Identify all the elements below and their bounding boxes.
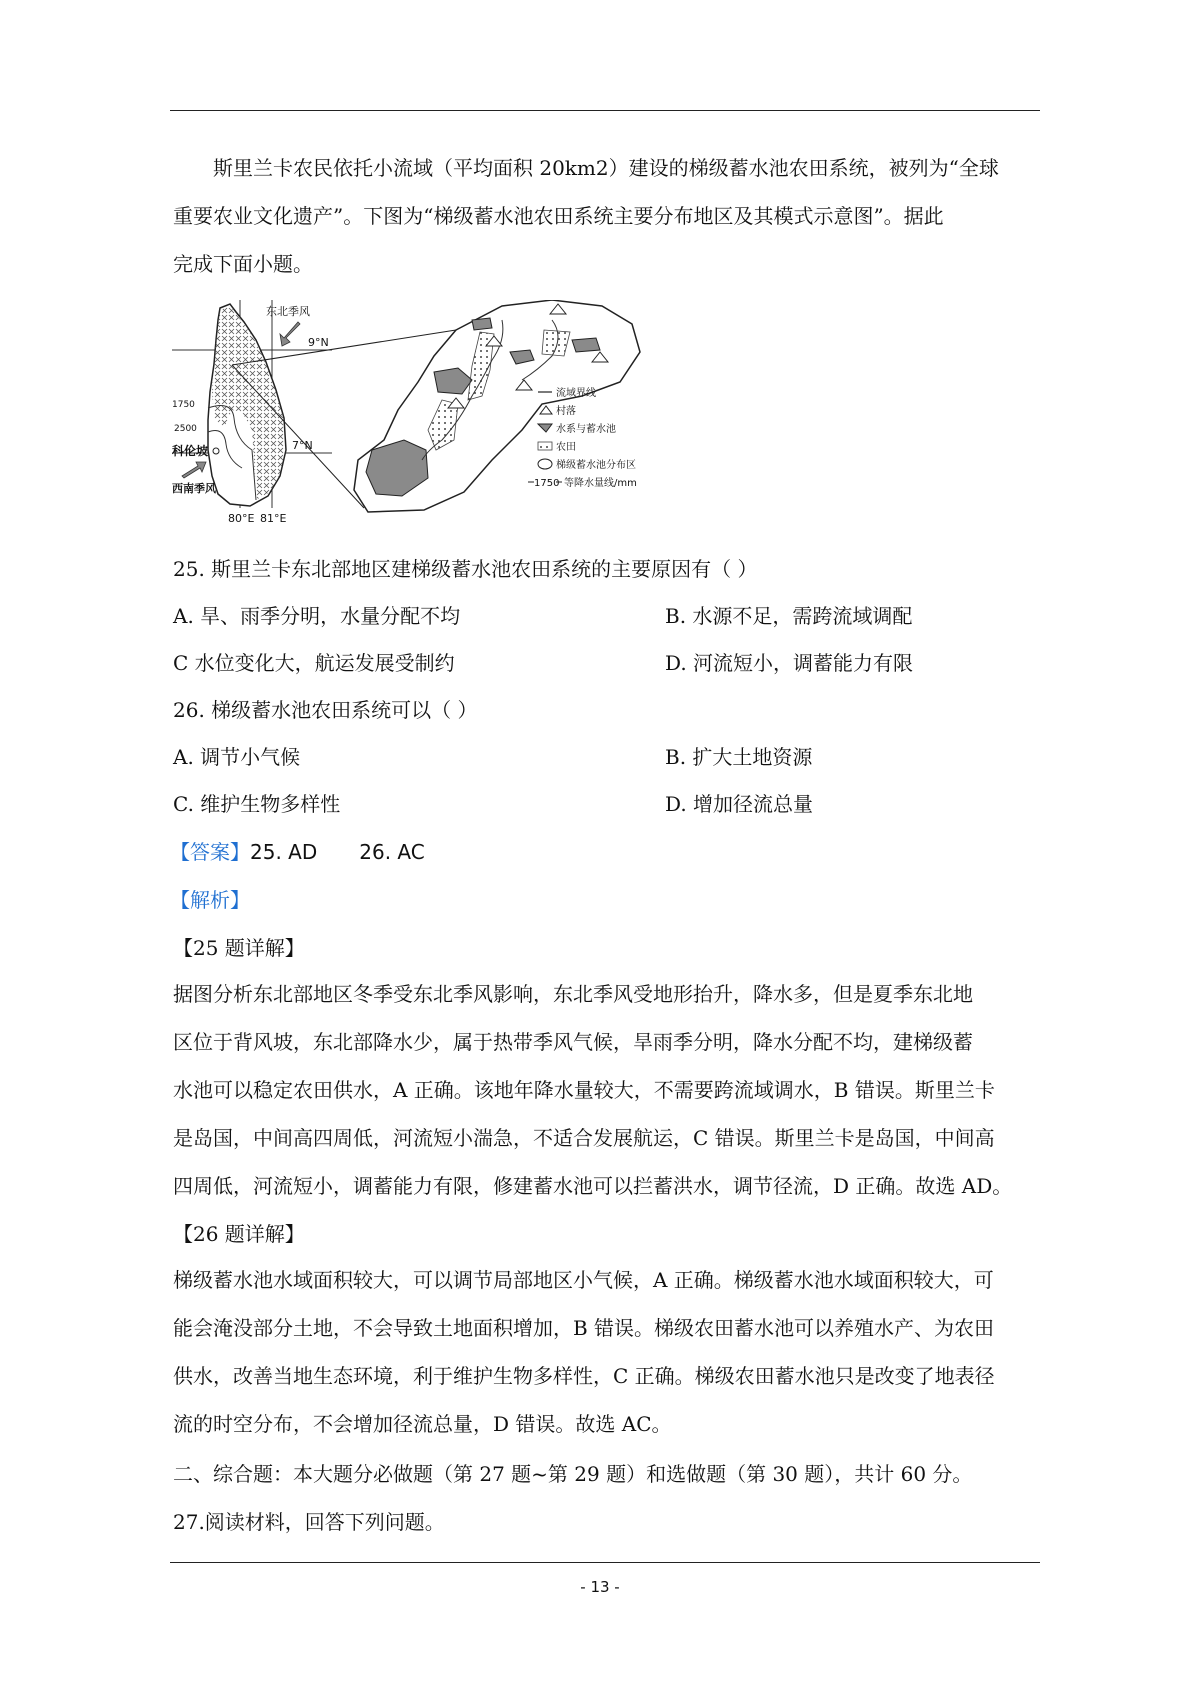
section2-heading: 二、综合题：本大题分必做题（第 27 题~第 29 题）和选做题（第 30 题），共计 60 分。 (173, 1462, 973, 1486)
colombo-label: 科伦坡 (172, 444, 209, 458)
detail25-body (173, 970, 1038, 1210)
reservoir-small (472, 318, 492, 330)
legend-label: 农田 (556, 442, 576, 453)
legend-label: 流域界线 (556, 388, 596, 399)
q25-option-b: B. 水源不足，需跨流域调配 (665, 604, 913, 628)
intro-line: 重要农业文化遗产”。下图为“梯级蓄水池农田系统主要分布地区及其模式示意图”。据此 (173, 204, 944, 228)
lon-81-label: 81°E (260, 512, 287, 525)
isohyet-2500-label: 2500 (174, 424, 197, 434)
detail25-line: 四周低，河流短小，调蓄能力有限，修建蓄水池可以拦蓄洪水，调节径流，D 正确。故选 AD。 (173, 1174, 1013, 1198)
isohyet-1750-label: 1750 (172, 400, 195, 410)
lat-7-label: 7°N (292, 439, 313, 452)
reservoir-icon (538, 424, 552, 432)
reservoir-system-figure (172, 300, 712, 540)
legend-prefix: 1750 (534, 478, 560, 489)
detail26-line: 能会淹没部分土地，不会导致土地面积增加，B 错误。梯级农田蓄水池可以养殖水产、为农田 (173, 1316, 995, 1340)
header-rule (170, 110, 1040, 111)
lon-80-label: 80°E (228, 512, 255, 525)
q26-option-d: D. 增加径流总量 (665, 792, 814, 816)
intro-paragraph (173, 144, 1038, 288)
legend-label: 水系与蓄水池 (556, 424, 616, 435)
answer-25: 25. AD (250, 840, 318, 864)
q27-stem: 27.阅读材料，回答下列问题。 (173, 1510, 445, 1534)
sw-monsoon-arrow-icon (182, 462, 206, 478)
detail26-line: 梯级蓄水池水域面积较大，可以调节局部地区小气候，A 正确。梯级蓄水池水域面积较大，可 (173, 1268, 994, 1292)
detail26-body (173, 1256, 1038, 1448)
q25-stem: 25. 斯里兰卡东北部地区建梯级蓄水池农田系统的主要原因有（ ） (173, 557, 758, 581)
answer-label: 【答案】 (170, 840, 250, 864)
answer-line (170, 836, 425, 865)
ne-monsoon-arrow-icon (280, 322, 300, 346)
q26-option-c: C. 维护生物多样性 (173, 792, 341, 816)
colombo-marker-icon (213, 448, 219, 454)
distribution-area-icon (538, 459, 552, 469)
farmland-icon (538, 442, 552, 450)
legend-label: 村落 (556, 406, 576, 417)
analysis-label: 【解析】 (170, 888, 250, 912)
lat-9-label: 9°N (308, 336, 329, 349)
sw-monsoon-label: 西南季风 (172, 482, 216, 495)
q26-stem: 26. 梯级蓄水池农田系统可以（ ） (173, 698, 478, 722)
intro-line: 完成下面小题。 (173, 252, 313, 276)
footer-rule (170, 1562, 1040, 1563)
q25-option-a: A. 旱、雨季分明，水量分配不均 (173, 604, 461, 628)
village-icon (540, 406, 552, 414)
detail25-line: 区位于背风坡，东北部降水少，属于热带季风气候，旱雨季分明，降水分配不均，建梯级蓄 (173, 1030, 973, 1054)
detail26-line: 流的时空分布，不会增加径流总量，D 错误。故选 AC。 (173, 1412, 672, 1436)
detail26-title: 【26 题详解】 (173, 1222, 305, 1246)
q26-option-b: B. 扩大土地资源 (665, 745, 813, 769)
q25-option-d: D. 河流短小，调蓄能力有限 (665, 651, 914, 675)
page-number: - 13 - (580, 1578, 620, 1596)
reservoir-small (572, 338, 600, 352)
legend-label: 等降水量线/mm (564, 478, 637, 489)
detail25-line: 是岛国，中间高四周低，河流短小湍急，不适合发展航运，C 错误。斯里兰卡是岛国，中间高 (173, 1126, 995, 1150)
q25-option-c: C 水位变化大，航运发展受制约 (173, 651, 455, 675)
answer-26: 26. AC (359, 840, 425, 864)
detail25-title: 【25 题详解】 (173, 936, 305, 960)
intro-line: 斯里兰卡农民依托小流域（平均面积 20km2）建设的梯级蓄水池农田系统，被列为“全球 (213, 156, 999, 180)
ne-monsoon-label: 东北季风 (266, 305, 310, 318)
detail25-line: 水池可以稳定农田供水，A 正确。该地年降水量较大，不需要跨流域调水，B 错误。斯里兰卡 (173, 1078, 995, 1102)
detail25-line: 据图分析东北部地区冬季受东北季风影响，东北季风受地形抬升，降水多，但是夏季东北地 (173, 982, 973, 1006)
detail26-line: 供水，改善当地生态环境，利于维护生物多样性，C 正确。梯级农田蓄水池只是改变了地表径 (173, 1364, 995, 1388)
q26-option-a: A. 调节小气候 (173, 745, 301, 769)
legend-label: 梯级蓄水池分布区 (556, 460, 636, 471)
